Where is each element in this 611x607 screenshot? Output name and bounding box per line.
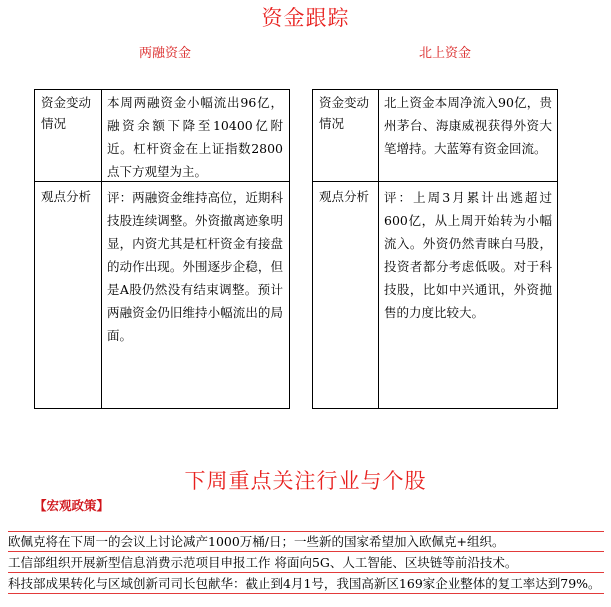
- row-label-analysis: 观点分析: [319, 189, 370, 204]
- section-title: 下周重点关注行业与个股: [184, 469, 427, 493]
- red-divider: [8, 572, 604, 573]
- red-divider: [8, 551, 604, 552]
- table-divider: [313, 181, 557, 182]
- table-divider: [101, 90, 102, 408]
- row-text-fund-change: 本周两融资金小幅流出96亿，融资余额下降至10400亿附近。杠杆资金在上证指数2800点下方观望为主。: [107, 95, 283, 179]
- news-item: 欧佩克将在下周一的会议上讨论减产1000万桶/日；一些新的国家希望加入欧佩克+组织。: [8, 534, 505, 549]
- row-label-fund-change: 资金变动情况: [41, 95, 92, 131]
- margin-funds-table: [34, 89, 290, 409]
- margin-funds-heading: 两融资金: [139, 46, 192, 61]
- page-title: 资金跟踪: [261, 6, 350, 30]
- row-text-fund-change: 北上资金本周净流入90亿，贵州茅台、海康威视获得外资大笔增持。大蓝筹有资金回流。: [384, 95, 552, 156]
- macro-policy-tag: 【宏观政策】: [34, 498, 110, 513]
- row-text-analysis: 评：两融资金维持高位，近期科技股连续调整。外资撤离迹象明显，内资尤其是杠杆资金有接盘的动作出现。外围逐步企稳，但是A股仍然没有结束调整。预计两融资金仍旧维持小幅流出的局面。: [107, 190, 283, 343]
- table-divider: [378, 90, 379, 408]
- row-label-fund-change: 资金变动情况: [319, 95, 370, 131]
- news-item: 科技部成果转化与区域创新司司长包献华：截止到4月1号，我国高新区169家企业整体的复工率达到79%。: [8, 576, 601, 591]
- red-divider: [8, 531, 604, 532]
- northbound-funds-table: [312, 89, 558, 409]
- row-label-analysis: 观点分析: [41, 189, 92, 204]
- row-text-analysis: 评：上周3月累计出逃超过600亿，从上周开始转为小幅流入。外资仍然青睐白马股，投资者都分考虑低吸。对于科技股，比如中兴通讯，外资抛售的力度比较大。: [384, 190, 552, 320]
- news-item: 工信部组织开展新型信息消费示范项目申报工作 将面向5G、人工智能、区块链等前沿技术。: [8, 555, 518, 570]
- northbound-funds-heading: 北上资金: [419, 46, 472, 61]
- red-divider: [8, 593, 604, 594]
